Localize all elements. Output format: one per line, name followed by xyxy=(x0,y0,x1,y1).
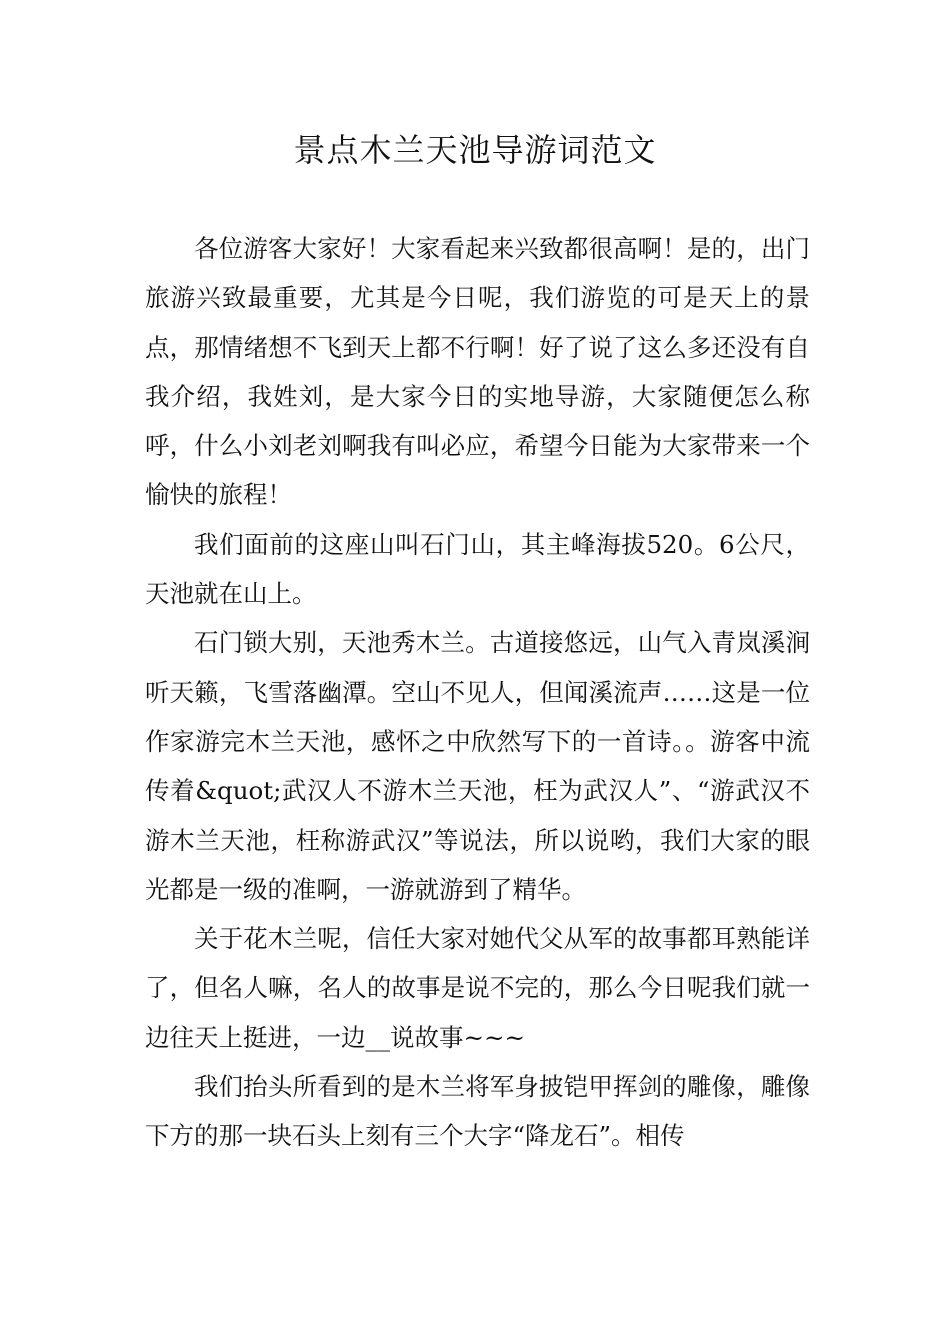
document-body xyxy=(145,224,810,1161)
paragraph-4: 关于花木兰呢，信任大家对她代父从军的故事都耳熟能详了，但名人嘛，名人的故事是说不完的，那么今日呢我们就一边往天上挺进，一边__说故事~~~ xyxy=(145,924,810,1052)
paragraph-5: 我们抬头所看到的是木兰将军身披铠甲挥剑的雕像，雕像下方的那一块石头上刻有三个大字“降龙石”。相传 xyxy=(145,1072,810,1151)
paragraph-3: 石门锁大别，天池秀木兰。古道接悠远，山气入青岚溪涧听天籁，飞雪落幽潭。空山不见人，但闻溪流声……这是一位作家游完木兰天池，感怀之中欣然写下的一首诗。。游客中流传着&quot;武汉人不游木兰天池，枉为武汉人”、“游武汉不游木兰天池，枉称游武汉”等说法，所以说哟，我们大家的眼光都是一级的准啊，一游就游到了精华。 xyxy=(145,628,810,904)
document-title: 景点木兰天池导游词范文 xyxy=(293,131,657,169)
paragraph-1: 各位游客大家好！大家看起来兴致都很高啊！是的，出门旅游兴致最重要，尤其是今日呢，我们游览的可是天上的景点，那情绪想不飞到天上都不行啊！好了说了这么多还没有自我介绍，我姓刘，是大家今日的实地导游，大家随便怎么称呼，什么小刘老刘啊我有叫必应，希望今日能为大家带来一个愉快的旅程！ xyxy=(145,234,810,510)
paragraph-2: 我们面前的这座山叫石门山，其主峰海拔520。6公尺，天池就在山上。 xyxy=(145,529,810,609)
